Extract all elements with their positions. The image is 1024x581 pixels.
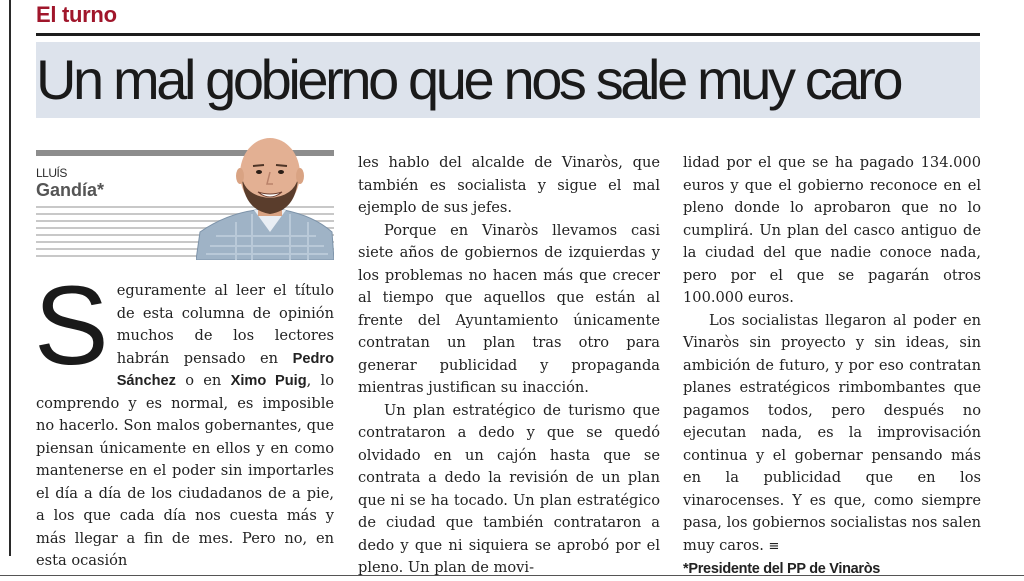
header-rule xyxy=(36,33,980,36)
author-photo xyxy=(196,136,334,260)
column-2-paragraph-1: les hablo del alcalde de Vinaròs, que también es socialista y sigue el mal ejemplo de sus jefes. xyxy=(358,154,660,216)
column-3-paragraph-2: Los socialistas llegaron al poder en Vinaròs sin proyecto y sin ideas, sin ambición de futuro, y por eso contratan planes estratégicos rimbombantes que pagamos todos, pero después no ejecutan nada, es la improvisación continua y el gobernar pensando más en la publicidad que en los vinarocenses. Y es que, como siempre pasa, los gobiernos socialistas nos salen muy caros. xyxy=(683,311,981,554)
column-1 xyxy=(34,263,334,573)
column-2-paragraph-2: Porque en Vinaròs llevamos casi siete años de gobiernos de izquierdas y los problemas no hacen más que crecer al tiempo que aquellos que están al frente del Ayuntamiento únicamente contratan un plan tras otro para generar publicidad y propaganda mientras justifican su inacción. xyxy=(358,221,660,396)
headline: Un mal gobierno que nos sale muy caro xyxy=(36,48,901,111)
end-mark-icon: ≡ xyxy=(768,538,780,554)
author-signature: *Presidente del PP de Vinaròs xyxy=(683,561,881,577)
name-pedro-sanchez: Pedro Sánchez xyxy=(116,350,334,389)
author-first-name: LLUÍS xyxy=(36,166,67,180)
column-3-paragraph-1: lidad por el que se ha pagado 134.000 euros y que el gobierno reconoce en el pleno donde lo aprobaron que no lo cumplirá. Un plan del casco antiguo de la ciudad del que nadie conoce nada, pero por el que se pagarán otros 100.000 euros. xyxy=(683,154,981,306)
drop-cap: S xyxy=(34,263,109,388)
section-label: El turno xyxy=(36,2,117,27)
author-last-name: Gandía* xyxy=(36,180,105,200)
name-ximo-puig: Ximo Puig xyxy=(230,373,307,389)
column-1-text-c: , lo comprendo y es normal, es imposible no hacerlo. Son malos gobernantes, que piensan únicamente en ellos y en como mantenerse en el poder sin importarles el día a día de los ciudadanos de a pie, a los que cada día nos cuesta más y más llegar a fin de mes. Pero no, en esta ocasión xyxy=(36,372,334,569)
column-1-text-a: eguramente al leer el título de esta columna de opinión muchos de los lectores habrán pensado en xyxy=(116,282,334,367)
column-3 xyxy=(683,152,981,581)
column-1-text-b: o en xyxy=(175,372,231,389)
column-2-paragraph-3: Un plan estratégico de turismo que contrataron a dedo y que se quedó olvidado en un cajón hasta que se contrata a dedo la revisión de un plan que ni se ha tocado. Un plan estratégico de ciudad que también contrataron a dedo y que ni siquiera se aprobó por el pleno. Un plan de movi- xyxy=(358,401,660,576)
column-2 xyxy=(358,152,660,580)
page-left-rule xyxy=(9,0,11,556)
